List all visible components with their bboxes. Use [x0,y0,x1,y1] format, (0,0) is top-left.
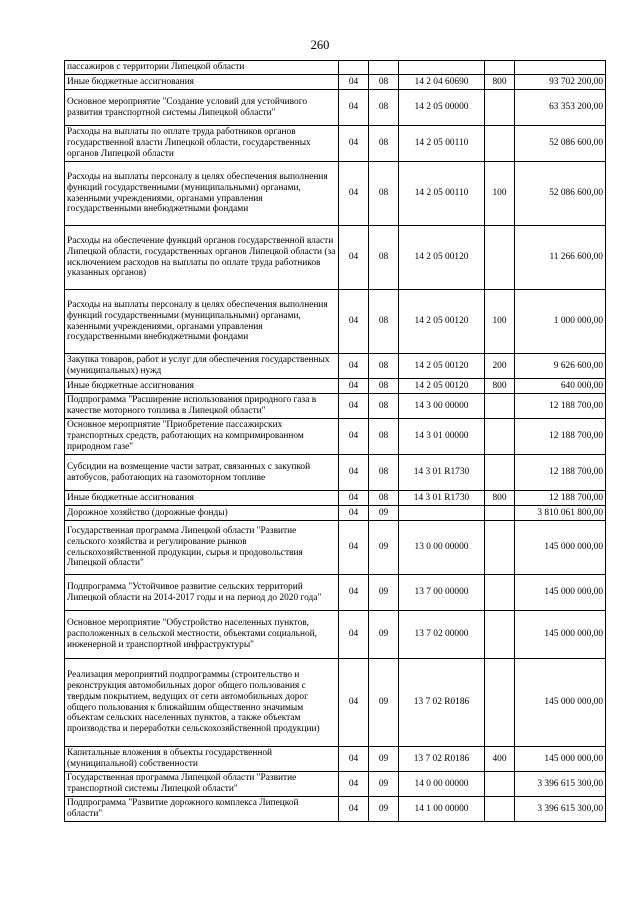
row-target-article: 14 3 01 R1730 [399,491,485,506]
row-section-code: 04 [339,226,369,290]
table-row [65,419,606,455]
row-subsection-code: 08 [369,354,399,379]
row-amount [515,61,606,75]
row-expense-type: 400 [485,747,515,772]
row-target-article [399,61,485,75]
row-target-article: 13 0 00 00000 [399,521,485,575]
row-subsection-code: 08 [369,379,399,394]
row-section-code: 04 [339,521,369,575]
table-row [65,455,606,491]
table-row [65,747,606,772]
row-target-article: 14 3 00 00000 [399,394,485,419]
row-target-article: 14 3 01 R1730 [399,455,485,491]
row-name: Реализация мероприятий подпрограммы (строительство и реконструкция автомобильных дорог общего пользования с твердым покрытием, ведущих от сети автомобильных дорог общего пользования к ближайшим общественно значимым объектам сельских населенных пунктов, а также объектам производства и переработки сельскохозяйственной продукции) [65,659,339,747]
row-expense-type [485,772,515,797]
row-amount: 63 353 200,00 [515,90,606,126]
row-section-code: 04 [339,491,369,506]
table-row [65,162,606,226]
row-name: Дорожное хозяйство (дорожные фонды) [65,506,339,521]
row-amount: 93 702 200,00 [515,75,606,90]
row-amount: 3 396 615 300,00 [515,772,606,797]
row-section-code: 04 [339,379,369,394]
row-expense-type: 200 [485,354,515,379]
row-section-code: 04 [339,290,369,354]
row-expense-type [485,506,515,521]
row-name: Субсидии на возмещение части затрат, связанных с закупкой автобусов, работающих на газомоторном топливе [65,455,339,491]
row-expense-type: 100 [485,162,515,226]
table-row [65,659,606,747]
row-amount: 145 000 000,00 [515,747,606,772]
row-subsection-code: 09 [369,772,399,797]
row-section-code: 04 [339,126,369,162]
row-target-article: 13 7 00 00000 [399,575,485,611]
row-name: Основное мероприятие "Создание условий для устойчивого развития транспортной системы Липецкой области" [65,90,339,126]
row-target-article: 14 2 05 00120 [399,290,485,354]
table-row [65,75,606,90]
row-expense-type: 800 [485,75,515,90]
row-subsection-code: 08 [369,491,399,506]
table-row [65,506,606,521]
row-amount: 12 188 700,00 [515,394,606,419]
row-name: Основное мероприятие "Приобретение пассажирских транспортных средств, работающих на компримированном природном газе" [65,419,339,455]
row-target-article: 13 7 02 R0186 [399,659,485,747]
row-name: Капитальные вложения в объекты государственной (муниципальной) собственности [65,747,339,772]
table-row [65,394,606,419]
row-subsection-code: 09 [369,506,399,521]
row-section-code: 04 [339,354,369,379]
row-subsection-code: 08 [369,455,399,491]
row-section-code: 04 [339,797,369,822]
row-subsection-code: 08 [369,162,399,226]
row-subsection-code: 09 [369,659,399,747]
table-row [65,61,606,75]
row-amount: 52 086 600,00 [515,162,606,226]
table-row [65,797,606,822]
row-amount: 145 000 000,00 [515,659,606,747]
row-amount: 145 000 000,00 [515,611,606,659]
row-subsection-code: 09 [369,611,399,659]
table-row [65,354,606,379]
row-name: Расходы на выплаты персоналу в целях обеспечения выполнения функций государственными (муниципальными) органами, казенными учреждениями, органами управления государственными внебюджетными фондами [65,162,339,226]
row-section-code: 04 [339,394,369,419]
row-name: пассажиров с территории Липецкой области [65,61,339,75]
row-name: Государственная программа Липецкой области "Развитие транспортной системы Липецкой области" [65,772,339,797]
row-expense-type [485,659,515,747]
page-number: 260 [310,38,330,52]
row-amount: 12 188 700,00 [515,491,606,506]
row-subsection-code: 08 [369,394,399,419]
table-row [65,126,606,162]
row-amount: 52 086 600,00 [515,126,606,162]
row-amount: 145 000 000,00 [515,521,606,575]
row-target-article: 14 0 00 00000 [399,772,485,797]
row-target-article: 14 1 00 00000 [399,797,485,822]
row-subsection-code: 08 [369,75,399,90]
row-section-code: 04 [339,506,369,521]
row-expense-type [485,226,515,290]
row-section-code: 04 [339,162,369,226]
table-row [65,290,606,354]
table-row [65,379,606,394]
row-expense-type [485,575,515,611]
row-target-article: 14 2 05 00120 [399,379,485,394]
row-expense-type [485,455,515,491]
row-subsection-code: 09 [369,575,399,611]
row-section-code: 04 [339,90,369,126]
row-name: Иные бюджетные ассигнования [65,491,339,506]
row-expense-type: 800 [485,379,515,394]
row-amount: 3 810 061 800,00 [515,506,606,521]
row-expense-type [485,521,515,575]
row-expense-type [485,419,515,455]
row-section-code: 04 [339,419,369,455]
row-amount: 3 396 615 300,00 [515,797,606,822]
row-name: Расходы на выплаты персоналу в целях обеспечения выполнения функций государственными (муниципальными) органами, казенными учреждениями, органами управления государственными внебюджетными фондами [65,290,339,354]
row-name: Иные бюджетные ассигнования [65,75,339,90]
row-amount: 12 188 700,00 [515,419,606,455]
row-target-article: 14 2 04 60690 [399,75,485,90]
row-expense-type [485,611,515,659]
table-row [65,611,606,659]
row-amount: 11 266 600,00 [515,226,606,290]
row-target-article [399,506,485,521]
row-target-article: 13 7 02 00000 [399,611,485,659]
table-row [65,772,606,797]
row-section-code: 04 [339,659,369,747]
table-row [65,226,606,290]
table-row [65,575,606,611]
row-subsection-code: 08 [369,290,399,354]
budget-table [64,60,606,822]
row-amount: 1 000 000,00 [515,290,606,354]
row-expense-type [485,797,515,822]
row-subsection-code: 08 [369,126,399,162]
row-name: Подпрограмма "Расширение использования природного газа в качестве моторного топлива в Липецкой области" [65,394,339,419]
row-target-article: 14 2 05 00110 [399,126,485,162]
row-section-code: 04 [339,772,369,797]
row-section-code: 04 [339,747,369,772]
row-subsection-code: 09 [369,521,399,575]
row-subsection-code: 09 [369,747,399,772]
row-expense-type: 800 [485,491,515,506]
row-amount: 9 626 600,00 [515,354,606,379]
row-section-code: 04 [339,75,369,90]
row-target-article: 14 2 05 00120 [399,226,485,290]
row-section-code: 04 [339,455,369,491]
row-amount: 145 000 000,00 [515,575,606,611]
budget-table-body [65,61,606,822]
row-target-article: 14 3 01 00000 [399,419,485,455]
row-amount: 12 188 700,00 [515,455,606,491]
row-section-code [339,61,369,75]
row-name: Закупка товаров, работ и услуг для обеспечения государственных (муниципальных) нужд [65,354,339,379]
row-subsection-code: 09 [369,797,399,822]
row-section-code: 04 [339,575,369,611]
row-name: Подпрограмма "Устойчивое развитие сельских территорий Липецкой области на 2014-2017 годы и на период до 2020 года" [65,575,339,611]
row-expense-type [485,394,515,419]
row-target-article: 14 2 05 00120 [399,354,485,379]
row-name: Иные бюджетные ассигнования [65,379,339,394]
row-section-code: 04 [339,611,369,659]
table-row [65,521,606,575]
row-name: Расходы на выплаты по оплате труда работников органов государственной власти Липецкой области, государственных органов Липецкой области [65,126,339,162]
table-row [65,491,606,506]
row-expense-type [485,90,515,126]
row-subsection-code: 08 [369,419,399,455]
row-expense-type [485,61,515,75]
row-name: Расходы на обеспечение функций органов государственной власти Липецкой области, государственных органов Липецкой области (за исключением расходов на выплаты по оплате труда работников указанных органов) [65,226,339,290]
row-expense-type [485,126,515,162]
row-amount: 640 000,00 [515,379,606,394]
row-name: Государственная программа Липецкой области "Развитие сельского хозяйства и регулирование рынков сельскохозяйственной продукции, сырья и продовольствия Липецкой области" [65,521,339,575]
row-target-article: 14 2 05 00110 [399,162,485,226]
row-target-article: 14 2 05 00000 [399,90,485,126]
row-subsection-code: 08 [369,226,399,290]
row-subsection-code [369,61,399,75]
table-row [65,90,606,126]
row-expense-type: 100 [485,290,515,354]
row-name: Основное мероприятие "Обустройство населенных пунктов, расположенных в сельской местности, объектами социальной, инженерной и транспортной инфраструктуры" [65,611,339,659]
row-target-article: 13 7 02 R0186 [399,747,485,772]
row-subsection-code: 08 [369,90,399,126]
row-name: Подпрограмма "Развитие дорожного комплекса Липецкой области" [65,797,339,822]
